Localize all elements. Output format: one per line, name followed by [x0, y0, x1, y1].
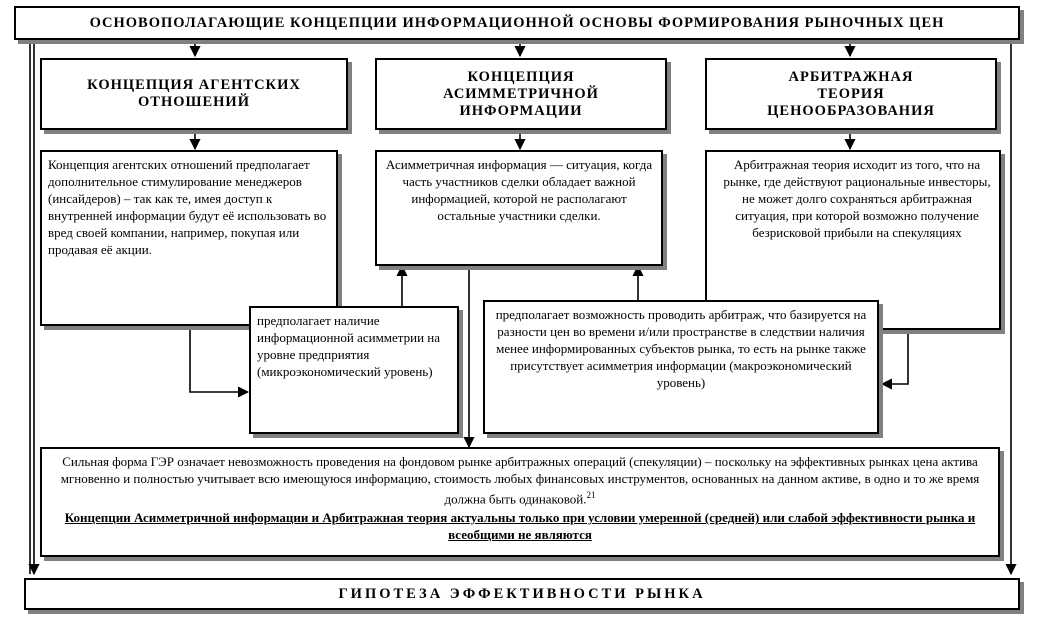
arrow-arb-to-middle: [882, 330, 908, 384]
final-title: ГИПОТЕЗА ЭФФЕКТИВНОСТИ РЫНКА: [338, 585, 706, 602]
concept-text-arbitrage: Арбитражная теория исходит из того, что на рынке, где действуют рациональные инвесторы, не может долго сохраняться арбитражная ситуация, при которой возможно получение безрисковой прибыли на спекуляциях: [705, 150, 1001, 330]
concept-title-arbitrage: АРБИТРАЖНАЯ ТЕОРИЯ ЦЕНООБРАЗОВАНИЯ: [705, 58, 997, 130]
concept-title-agency: КОНЦЕПЦИЯ АГЕНТСКИХ ОТНОШЕНИЙ: [40, 58, 348, 130]
bottom-conclusion: Концепции Асимметричной информации и Арбитражная теория актуальны только при условии умеренной (средней) или слабой эффективности рынка и всеобщими не являются: [64, 510, 976, 543]
concept-title-asymmetric: КОНЦЕПЦИЯ АСИММЕТРИЧНОЙ ИНФОРМАЦИИ: [375, 58, 667, 130]
arrow-left-side: [26, 28, 30, 574]
concept-text-asymmetric: Асимметричная информация — ситуация, когда часть участников сделки обладает важной информацией, которой не располагают остальные участники сделки.: [375, 150, 663, 266]
top-title: ОСНОВОПОЛАГАЮЩИЕ КОНЦЕПЦИИ ИНФОРМАЦИОННОЙ ОСНОВЫ ФОРМИРОВАНИЯ РЫНОЧНЫХ ЦЕН: [89, 14, 945, 31]
arrow-agency-to-middle: [190, 326, 248, 392]
footnote-marker: 21: [586, 490, 596, 500]
top-title-box: [14, 6, 1020, 40]
final-title-box: [24, 578, 1020, 610]
middle-right-box: предполагает возможность проводить арбитраж, что базируется на разности цен во времени и/или пространстве в следствии наличия менее информированных субъектов рынка, то есть на рынке также присутствует асимметрия информации (макроэкономический уровень): [483, 300, 879, 434]
bottom-text: Сильная форма ГЭР означает невозможность проведения на фондовом рынке арбитражных операций (спекуляции) – поскольку на эффективных рынках цена актива мгновенно и полностью учитывает всю имеющуюся информацию, стоимость любых финансовых инструментов, основанных на данном активе, в одно и то же время должна быть одинаковой.$^{21}$: [60, 454, 980, 507]
bottom-conclusion-box: [40, 447, 1000, 557]
middle-left-box: предполагает наличие информационной асимметрии на уровне предприятия (микроэкономический уровень): [249, 306, 459, 434]
concept-text-agency: Концепция агентских отношений предполагает дополнительное стимулирование менеджеров (инсайдеров) – так как те, имея доступ к внутренней информации будут её использовать во вред своей компании, например, покупая или продавая её акции.: [40, 150, 338, 326]
